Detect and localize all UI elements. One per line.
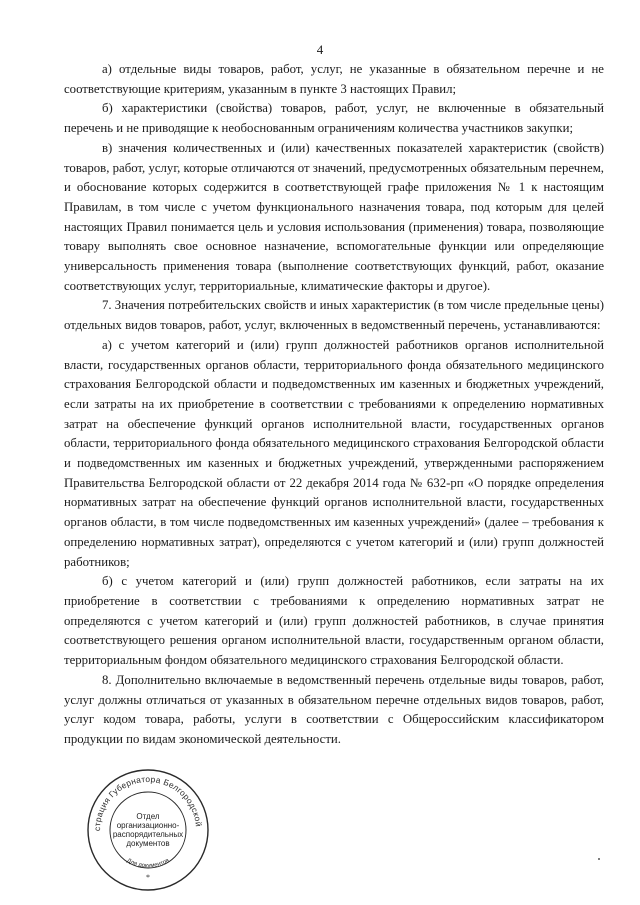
paragraph-7b: б) с учетом категорий и (или) групп должностей работников, если затраты на их приобретение в соответствии с требованиями к определению нормативных затрат не определяются с учетом категорий и (или) групп должностей работников, в случае принятия соответствующего решения органом исполнительной власти, государственным органом области, территориальным фондом обязательного медицинского страхования Белгородской области. (64, 574, 604, 668)
paragraph-7: 7. Значения потребительских свойств и иных характеристик (в том числе предельные цены) отдельных видов товаров, работ, услуг, включенных в ведомственный перечень, устанавливаются: (64, 298, 604, 333)
stamp-center-text (112, 798, 184, 862)
stamp-line-3: распорядительных (112, 830, 184, 839)
stamp-bottom-text: Для документов (125, 857, 171, 870)
stamp-line-4: документов (126, 839, 170, 848)
office-stamp (86, 768, 210, 892)
stamp-ring-text: страция Губернатора Белгородской (91, 773, 204, 832)
paragraph-v: в) значения количественных и (или) качественных показателей характеристик (свойств) товаров, работ, услуг, которые отличаются от значений, предусмотренных обязательным перечнем, и обоснование которых содержится в соответствующей графе приложения № 1 к настоящим Правилам, в том числе с учетом функционального назначения товара, под которым для целей настоящих Правил понимается цель и условия использования (применения) товара, позволяющие товару выполнять свое основное назначение, вспомогательные функции или определяющие универсальность применения товара (выполнение соответствующих функций, работ, оказание соответствующих услуг, территориальные, климатические факторы и другое). (64, 140, 604, 293)
svg-text:*: * (146, 873, 150, 882)
stamp-line-1: Отдел (136, 812, 160, 821)
scan-speck (598, 858, 600, 860)
paragraph-7a: а) с учетом категорий и (или) групп должностей работников органов исполнительной власти, государственных органов области, территориального фонда обязательного медицинского страхования Белгородской области и подведомственных им казенных и бюджетных учреждений, если затраты на их приобретение в соответствии с требованиями к определению нормативных затрат на обеспечение функций органов исполнительной власти, государственных органов области, территориального фонда обязательного медицинского страхования Белгородской области и подведомственных им казенных и бюджетных учреждений, утвержденными распоряжением Правительства Белгородской области от 22 декабря 2014 года № 632-рп «О порядке определения нормативных затрат на обеспечение функций органов исполнительной власти, государственных органов области, в том числе подведомственных им казенных учреждений» (далее – требования к определению нормативных затрат), определяются с учетом категорий и (или) групп должностей работников; (64, 337, 604, 569)
paragraph-a: а) отдельные виды товаров, работ, услуг, не указанные в обязательном перечне и не соответствующие критериям, указанным в пункте 3 настоящих Правил; (64, 62, 604, 96)
page-number: 4 (316, 42, 324, 57)
paragraph-b: б) характеристики (свойства) товаров, работ, услуг, не включенные в обязательный перечень и не приводящие к необоснованным ограничениям количества участников закупки; (64, 101, 604, 136)
document-body (64, 60, 604, 750)
stamp-line-2: организационно- (116, 821, 180, 830)
paragraph-8: 8. Дополнительно включаемые в ведомственный перечень отдельные виды товаров, работ, услуг должны отличаться от указанных в обязательном перечне отдельных видов товаров, работ, услуг кодом товара, работы, услуги в соответствии с Общероссийским классификатором продукции по видам экономической деятельности. (64, 672, 604, 746)
